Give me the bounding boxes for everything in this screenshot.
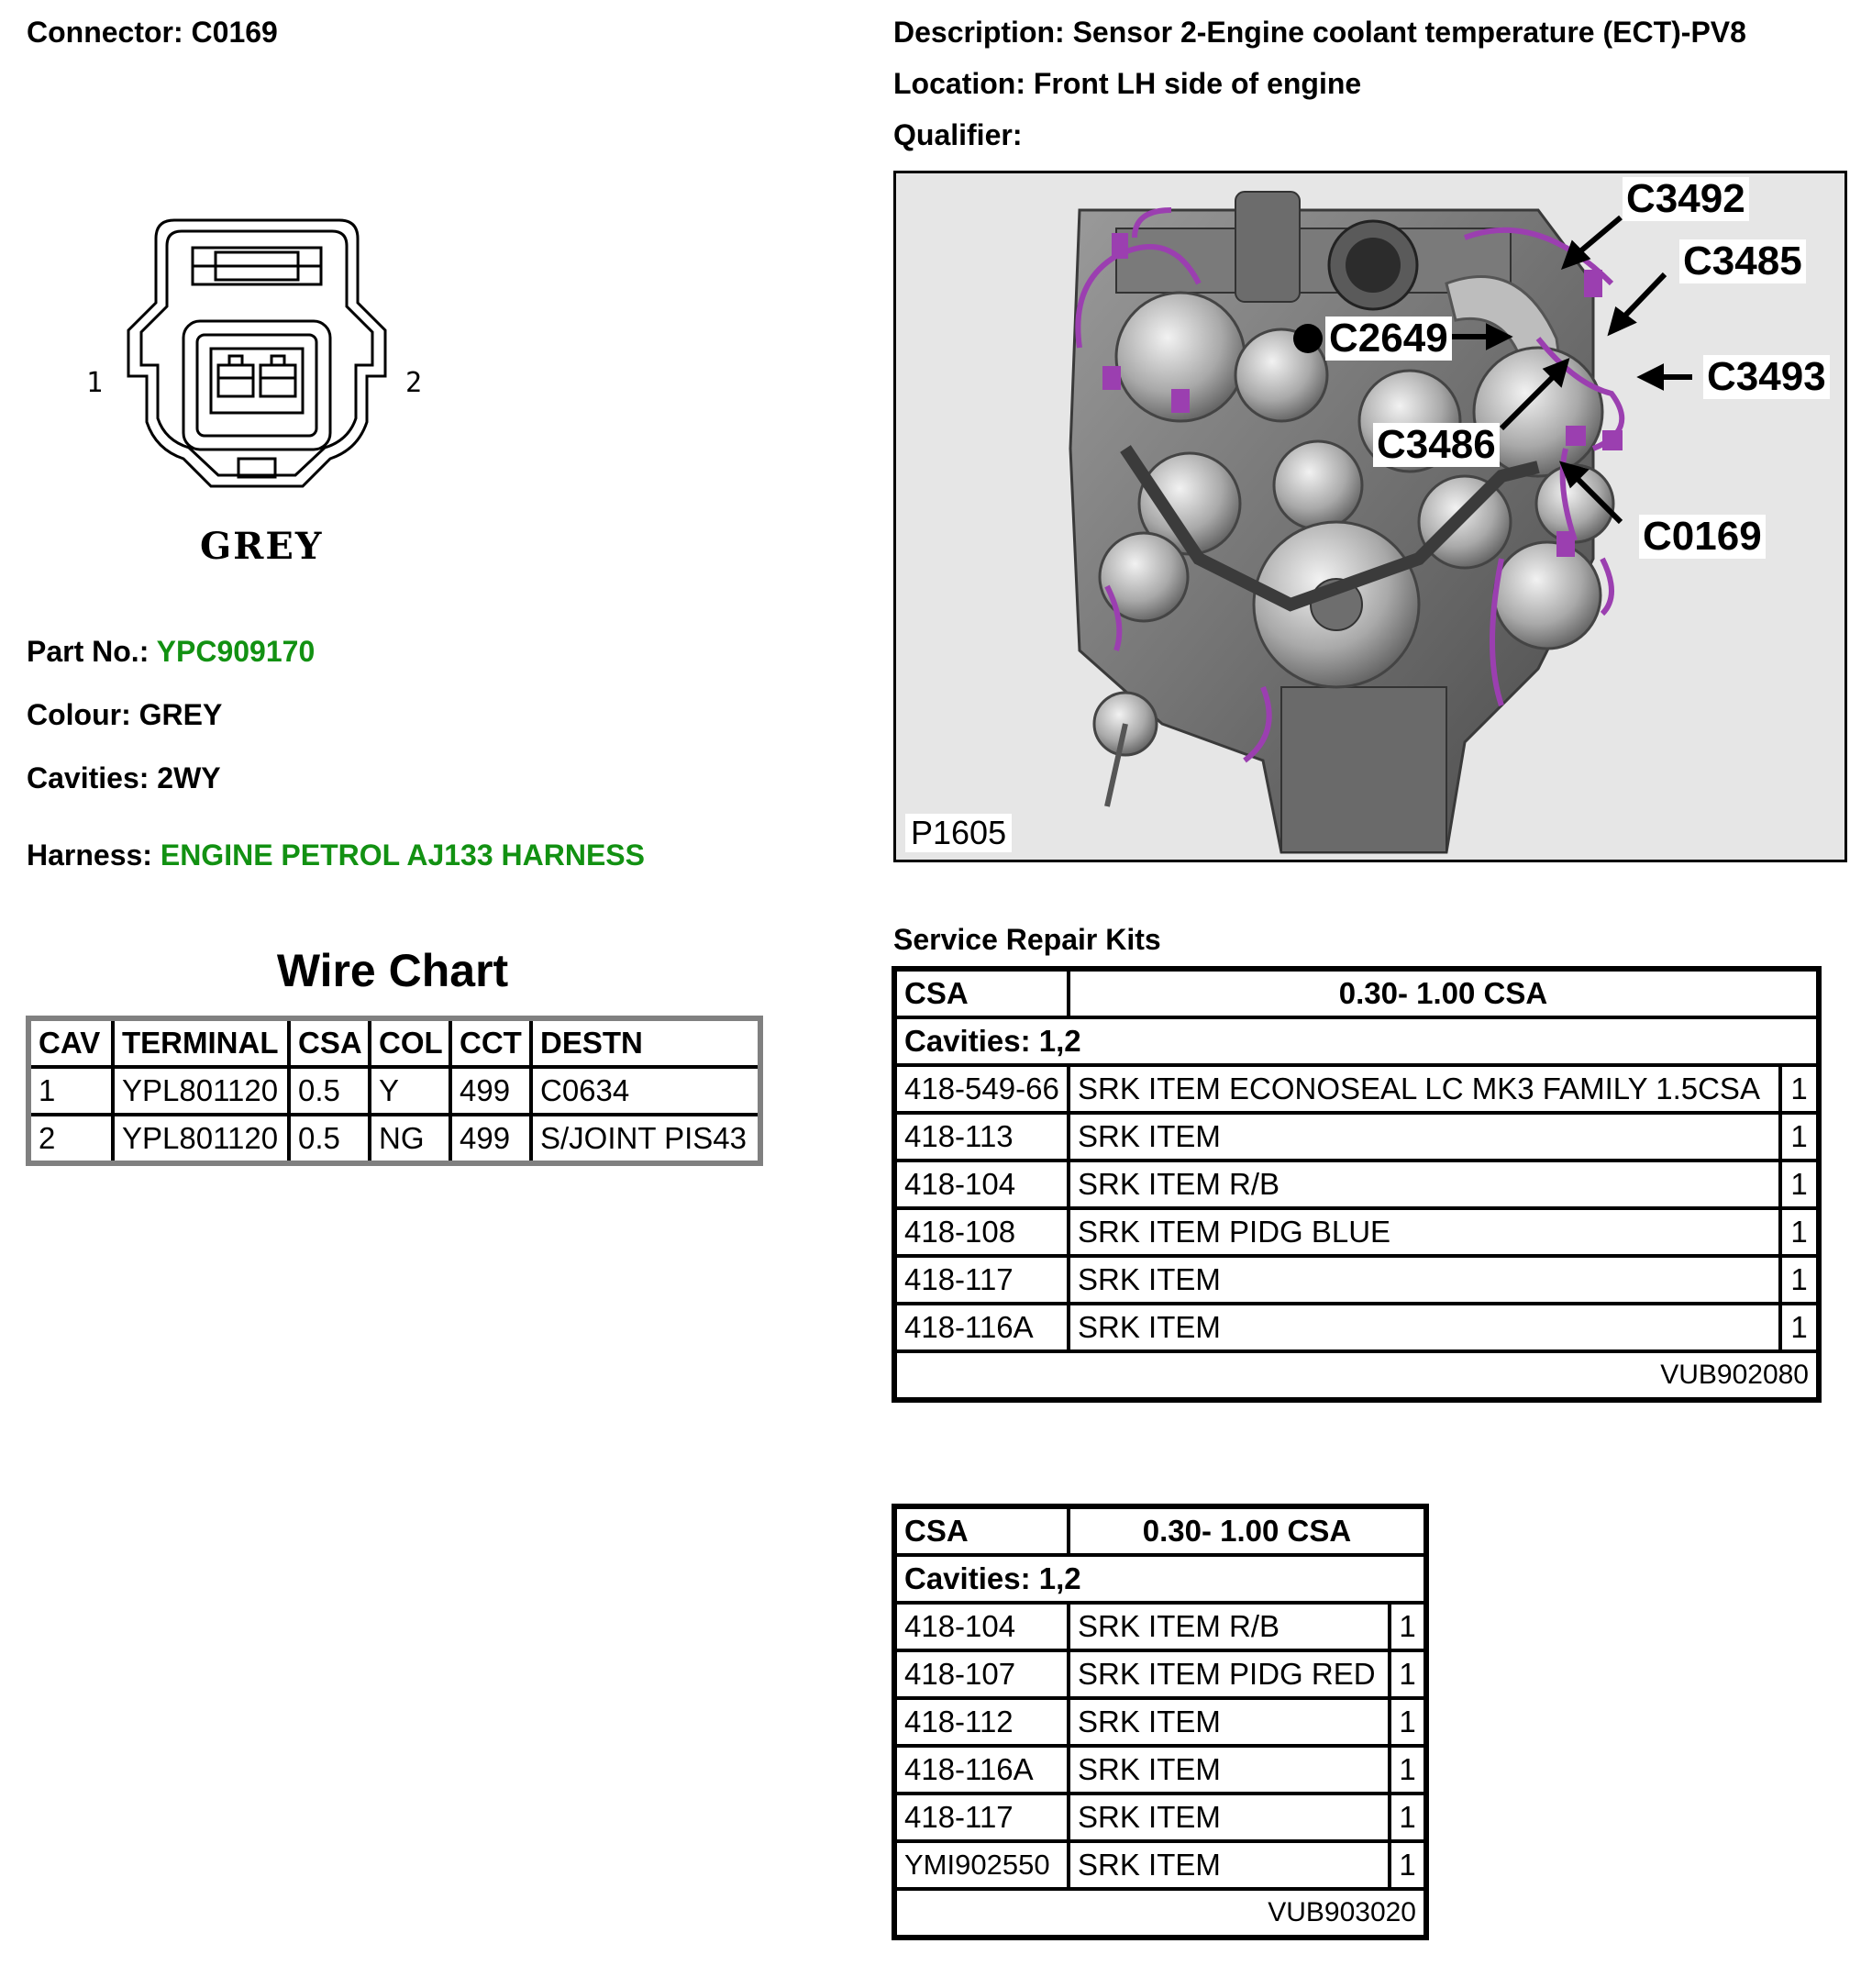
kit-item-quantity: 1 — [1780, 1065, 1819, 1113]
cavity-count: Cavities: 2WY — [27, 761, 221, 794]
kit-number-row — [894, 1351, 1819, 1400]
kit-item-part-number: 418-104 — [894, 1161, 1069, 1208]
kit-item-part-number: 418-116A — [894, 1304, 1069, 1351]
kit-item-description: SRK ITEM — [1069, 1794, 1390, 1841]
table-row — [894, 1841, 1426, 1889]
kit-item-quantity: 1 — [1390, 1650, 1426, 1698]
kit-number[interactable]: VUB902080 — [894, 1351, 1819, 1400]
col-cav-header: CAV — [28, 1018, 113, 1067]
part-number: Part No.: YPC909170 — [27, 635, 316, 668]
csa-label: CSA — [894, 969, 1069, 1017]
harness: Harness: ENGINE PETROL AJ133 HARNESS — [27, 839, 645, 872]
terminal-cell: YPL801120 — [113, 1115, 289, 1163]
callout-c2649: C2649 — [1325, 317, 1452, 361]
kit-item-part-number: 418-117 — [894, 1256, 1069, 1304]
table-row — [894, 1065, 1819, 1113]
kit-item-quantity: 1 — [1780, 1161, 1819, 1208]
table-row — [28, 1115, 760, 1163]
service-repair-kits-title: Service Repair Kits — [893, 923, 1161, 956]
kit-item-part-number: 418-108 — [894, 1208, 1069, 1256]
table-row — [894, 1161, 1819, 1208]
terminal-cell: YPL801120 — [113, 1067, 289, 1115]
circuit-cell: 499 — [450, 1067, 531, 1115]
col-terminal-header: TERMINAL — [113, 1018, 289, 1067]
col-cct-header: CCT — [450, 1018, 531, 1067]
kit-item-quantity: 1 — [1780, 1208, 1819, 1256]
csa-cell: 0.5 — [289, 1067, 370, 1115]
kit-number-row — [894, 1889, 1426, 1938]
kit-item-description: SRK ITEM ECONOSEAL LC MK3 FAMILY 1.5CSA — [1069, 1065, 1780, 1113]
connector-description: Description: Sensor 2-Engine coolant temperature (ECT)-PV8 — [893, 16, 1746, 49]
kit-item-description: SRK ITEM — [1069, 1746, 1390, 1794]
kit-cavities-row — [894, 1017, 1819, 1065]
colour-cell: Y — [370, 1067, 450, 1115]
table-row — [894, 1794, 1426, 1841]
kit-item-description: SRK ITEM — [1069, 1841, 1390, 1889]
colour-cell: NG — [370, 1115, 450, 1163]
kit-item-part-number: YMI902550 — [894, 1841, 1069, 1889]
csa-value: 0.30- 1.00 CSA — [1069, 969, 1819, 1017]
kit-item-quantity: 1 — [1390, 1841, 1426, 1889]
kit-item-quantity: 1 — [1780, 1304, 1819, 1351]
pin-1-label: 1 — [86, 367, 104, 399]
kit-item-description: SRK ITEM PIDG BLUE — [1069, 1208, 1780, 1256]
table-row — [894, 1603, 1426, 1650]
kit-item-part-number: 418-113 — [894, 1113, 1069, 1161]
kit-item-quantity: 1 — [1390, 1603, 1426, 1650]
service-kit-table — [892, 1504, 1429, 1940]
kit-item-description: SRK ITEM PIDG RED — [1069, 1650, 1390, 1698]
kit-item-part-number: 418-549-66 — [894, 1065, 1069, 1113]
kit-item-description: SRK ITEM — [1069, 1698, 1390, 1746]
figure-id: P1605 — [905, 814, 1012, 852]
table-row — [894, 1256, 1819, 1304]
table-row — [894, 1650, 1426, 1698]
table-row — [894, 1304, 1819, 1351]
col-col-header: COL — [370, 1018, 450, 1067]
connector-qualifier: Qualifier: — [893, 118, 1023, 151]
service-kit-table — [892, 966, 1822, 1403]
destination-cell[interactable]: C0634 — [531, 1067, 760, 1115]
csa-value: 0.30- 1.00 CSA — [1069, 1506, 1426, 1555]
csa-cell: 0.5 — [289, 1115, 370, 1163]
table-row — [894, 1113, 1819, 1161]
kit-item-quantity: 1 — [1390, 1698, 1426, 1746]
connector-face-diagram — [83, 211, 468, 569]
table-row — [28, 1067, 760, 1115]
col-csa-header: CSA — [289, 1018, 370, 1067]
kit-cavities-row — [894, 1555, 1426, 1603]
callout-c3485: C3485 — [1679, 239, 1806, 283]
kit-csa-row — [894, 1506, 1426, 1555]
kit-item-description: SRK ITEM — [1069, 1304, 1780, 1351]
kit-item-part-number: 418-112 — [894, 1698, 1069, 1746]
callout-c3493: C3493 — [1703, 355, 1830, 399]
kit-item-part-number: 418-104 — [894, 1603, 1069, 1650]
harness-link[interactable]: ENGINE PETROL AJ133 HARNESS — [160, 839, 645, 872]
pin-2-label: 2 — [405, 367, 423, 399]
cav-cell: 1 — [28, 1067, 113, 1115]
part-number-link[interactable]: YPC909170 — [156, 635, 316, 668]
wire-chart-table — [26, 1016, 763, 1166]
col-destn-header: DESTN — [531, 1018, 760, 1067]
kit-item-part-number: 418-116A — [894, 1746, 1069, 1794]
kit-csa-row — [894, 969, 1819, 1017]
wire-chart-header-row — [28, 1018, 760, 1067]
table-row — [894, 1208, 1819, 1256]
connector-colour: Colour: GREY — [27, 698, 223, 731]
kit-item-description: SRK ITEM — [1069, 1113, 1780, 1161]
connector-colour-label: GREY — [200, 525, 324, 568]
callout-c0169: C0169 — [1639, 515, 1766, 559]
kit-cavities: Cavities: 1,2 — [894, 1017, 1819, 1065]
destination-cell[interactable]: S/JOINT PIS43 — [531, 1115, 760, 1163]
connector-id: Connector: C0169 — [27, 16, 278, 49]
kit-item-quantity: 1 — [1390, 1746, 1426, 1794]
kit-item-description: SRK ITEM — [1069, 1256, 1780, 1304]
kit-item-part-number: 418-107 — [894, 1650, 1069, 1698]
wire-chart-title: Wire Chart — [276, 945, 509, 996]
connector-location-figure — [893, 171, 1847, 862]
kit-item-part-number: 418-117 — [894, 1794, 1069, 1841]
kit-item-quantity: 1 — [1390, 1794, 1426, 1841]
callout-c3486: C3486 — [1373, 423, 1500, 467]
connector-location: Location: Front LH side of engine — [893, 67, 1362, 100]
circuit-cell: 499 — [450, 1115, 531, 1163]
kit-number[interactable]: VUB903020 — [894, 1889, 1426, 1938]
kit-item-description: SRK ITEM R/B — [1069, 1603, 1390, 1650]
csa-label: CSA — [894, 1506, 1069, 1555]
cav-cell: 2 — [28, 1115, 113, 1163]
table-row — [894, 1698, 1426, 1746]
kit-item-quantity: 1 — [1780, 1113, 1819, 1161]
callout-c3492: C3492 — [1623, 177, 1749, 221]
kit-item-quantity: 1 — [1780, 1256, 1819, 1304]
kit-item-description: SRK ITEM R/B — [1069, 1161, 1780, 1208]
kit-cavities: Cavities: 1,2 — [894, 1555, 1426, 1603]
table-row — [894, 1746, 1426, 1794]
